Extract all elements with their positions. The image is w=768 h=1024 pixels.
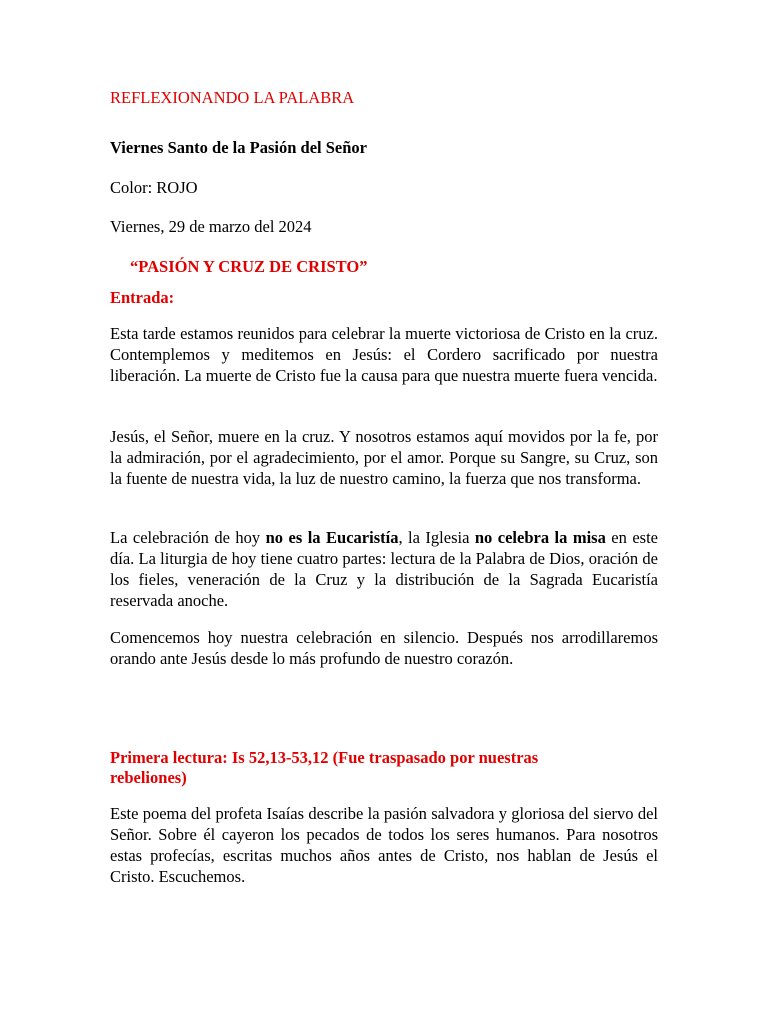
document-subtitle: Viernes Santo de la Pasión del Señor	[110, 138, 367, 157]
entrada-p3-text: La celebración de hoy	[110, 528, 266, 547]
entrada-paragraph-2: Jesús, el Señor, muere en la cruz. Y nosotros estamos aquí movidos por la fe, por la admiración, por el agradecimiento, por el amor. Porque su Sangre, su Cruz, son la fuente de nuestra vida, la luz de nuestro camino, la fuerza que nos transforma.	[110, 427, 658, 488]
entrada-p3-text: , la Iglesia	[398, 528, 475, 547]
primera-lectura-heading: Primera lectura: Is 52,13-53,12 (Fue traspasado por nuestras	[110, 748, 539, 767]
entrada-paragraph-4: Comencemos hoy nuestra celebración en silencio. Después nos arrodillaremos orando ante Jesús desde lo más profundo de nuestro corazón.	[110, 628, 658, 668]
entrada-paragraph-3	[110, 527, 658, 611]
document-date: Viernes, 29 de marzo del 2024	[110, 217, 312, 236]
primera-lectura-paragraph: Este poema del profeta Isaías describe la pasión salvadora y gloriosa del siervo del Señor. Sobre él cayeron los pecados de todos los seres humanos. Para nosotros estas profecías, escritas muchos años antes de Cristo, nos hablan de Jesús el Cristo. Escuchemos.	[110, 804, 658, 886]
document-theme: “PASIÓN Y CRUZ DE CRISTO”	[130, 257, 368, 276]
liturgical-color: Color: ROJO	[110, 178, 198, 197]
document-title: REFLEXIONANDO LA PALABRA	[110, 88, 355, 107]
entrada-p3-emphasis-1: no es la Eucaristía	[265, 528, 399, 547]
primera-lectura-heading-cont: rebeliones)	[110, 768, 187, 787]
entrada-heading: Entrada:	[110, 288, 175, 307]
entrada-p3-emphasis-2: no celebra la misa	[474, 528, 606, 547]
entrada-p3-text: en este día. La liturgia de hoy tiene cuatro partes: lectura de la Palabra de Dios, oración de los fieles, veneración de la Cruz y la distribución de la Sagrada Eucaristía reservada anoche.	[110, 528, 659, 610]
entrada-paragraph-1: Esta tarde estamos reunidos para celebrar la muerte victoriosa de Cristo en la cruz. Contemplemos y meditemos en Jesús: el Cordero sacrificado por nuestra liberación. La muerte de Cristo fue la causa para que nuestra muerte fuera vencida.	[110, 324, 658, 385]
